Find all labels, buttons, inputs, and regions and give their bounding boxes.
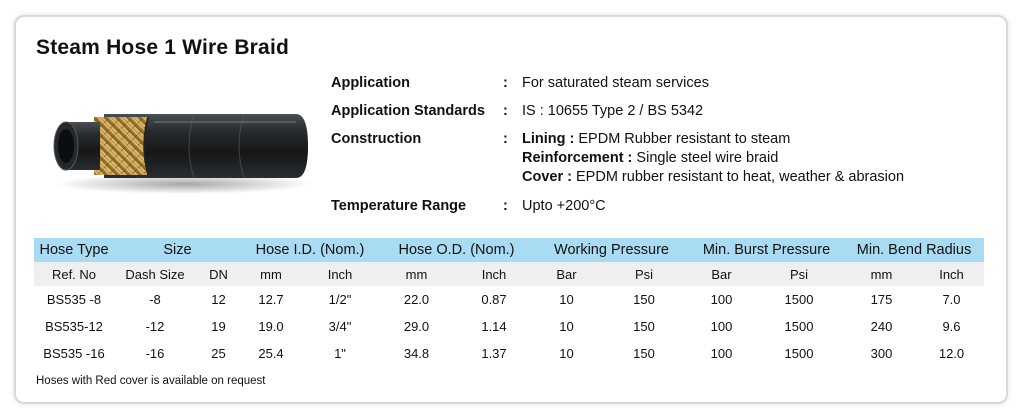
table-cell: BS535-12 (45, 319, 103, 334)
header-hose-od: Hose O.D. (Nom.) (379, 238, 534, 262)
table-cell: -16 (145, 346, 165, 361)
table-cell: 150 (633, 319, 655, 334)
table-cell: 1500 (784, 319, 814, 334)
table-subheader (34, 262, 984, 286)
table-cell: 9.6 (942, 319, 961, 334)
construction-reinforcement (522, 150, 778, 166)
table-cell: 100 (710, 319, 733, 334)
spec-label: Application (331, 75, 410, 91)
header-bend-radius: Min. Bend Radius (844, 238, 984, 262)
table-cell: 12.0 (938, 346, 965, 361)
subheader-cell: Inch (301, 262, 379, 286)
spec-value: For saturated steam services (522, 75, 709, 91)
table-cell: 25 (211, 346, 226, 361)
cover-label: Cover : (522, 169, 572, 185)
subheader-cell: Inch (919, 262, 984, 286)
table-cell: BS535 -8 (46, 292, 102, 307)
spec-value: Upto +200°C (522, 198, 606, 214)
table-cell: 240 (870, 319, 893, 334)
subheader-cell: Psi (754, 262, 844, 286)
table-cell: 175 (870, 292, 893, 307)
table-cell: 1.37 (481, 346, 507, 361)
table-cell: 100 (710, 292, 733, 307)
header-hose-type: Hose Type (34, 238, 114, 262)
spec-value: IS : 10655 Type 2 / BS 5342 (522, 103, 704, 119)
table-cell: -8 (149, 292, 161, 307)
lining-label: Lining : (522, 131, 575, 147)
table-cell: 10 (559, 346, 574, 361)
table-cell: 1" (334, 346, 346, 361)
subheader-cell: Ref. No (34, 262, 114, 286)
subheader-cell: Bar (534, 262, 599, 286)
header-working-pressure: Working Pressure (534, 238, 689, 262)
spec-table (34, 238, 984, 367)
table-cell: 300 (870, 346, 893, 361)
table-cell: 7.0 (942, 292, 961, 307)
spec-label: Construction (331, 131, 422, 147)
subheader-cell: Inch (454, 262, 534, 286)
hose-image (44, 92, 314, 202)
table-cell: 10 (559, 292, 574, 307)
header-hose-id: Hose I.D. (Nom.) (241, 238, 379, 262)
subheader-cell: DN (196, 262, 241, 286)
page-title: Steam Hose 1 Wire Braid (36, 36, 290, 59)
subheader-cell: Bar (689, 262, 754, 286)
table-cell: 34.8 (403, 346, 430, 361)
spec-colon: : (503, 75, 508, 91)
reinforcement-value: Single steel wire braid (636, 150, 779, 166)
table-cell: -12 (145, 319, 165, 334)
construction-cover (522, 169, 904, 185)
table-cell: 12.7 (258, 292, 284, 307)
header-size: Size (114, 238, 241, 262)
cover-value: EPDM rubber resistant to heat, weather & abrasion (576, 169, 905, 185)
subheader-cell: mm (844, 262, 919, 286)
table-cell: 1500 (784, 292, 814, 307)
subheader-cell: mm (241, 262, 301, 286)
table-cell: 10 (559, 319, 574, 334)
table-cell: 0.87 (481, 292, 507, 307)
lining-value: EPDM Rubber resistant to steam (578, 131, 791, 147)
spec-colon: : (503, 103, 508, 119)
table-cell: 1500 (784, 346, 814, 361)
spec-label: Application Standards (331, 103, 485, 119)
table-cell: 25.4 (258, 346, 284, 361)
subheader-cell: Dash Size (114, 262, 196, 286)
table-cell: 29.0 (403, 319, 430, 334)
table-row (34, 286, 984, 313)
table-row (34, 340, 984, 367)
table-cell: 1/2" (328, 292, 352, 307)
spec-colon: : (503, 131, 508, 147)
table-cell: 1.14 (481, 319, 507, 334)
table-cell: 19.0 (258, 319, 284, 334)
table-group-header (34, 238, 984, 262)
spec-colon: : (503, 198, 508, 214)
reinforcement-label: Reinforcement : (522, 150, 633, 166)
construction-lining (522, 131, 790, 147)
table-cell: 100 (710, 346, 733, 361)
spec-label: Temperature Range (331, 198, 467, 214)
table-cell: 150 (633, 292, 655, 307)
subheader-cell: Psi (599, 262, 689, 286)
table-cell: 12 (211, 292, 226, 307)
table-cell: BS535 -16 (43, 346, 105, 361)
header-burst-pressure: Min. Burst Pressure (689, 238, 844, 262)
table-cell: 150 (633, 346, 655, 361)
table-cell: 19 (211, 319, 226, 334)
subheader-cell: mm (379, 262, 454, 286)
table-cell: 22.0 (403, 292, 430, 307)
table-row (34, 313, 984, 340)
footnote: Hoses with Red cover is available on request (36, 375, 266, 387)
table-cell: 3/4" (328, 319, 352, 334)
